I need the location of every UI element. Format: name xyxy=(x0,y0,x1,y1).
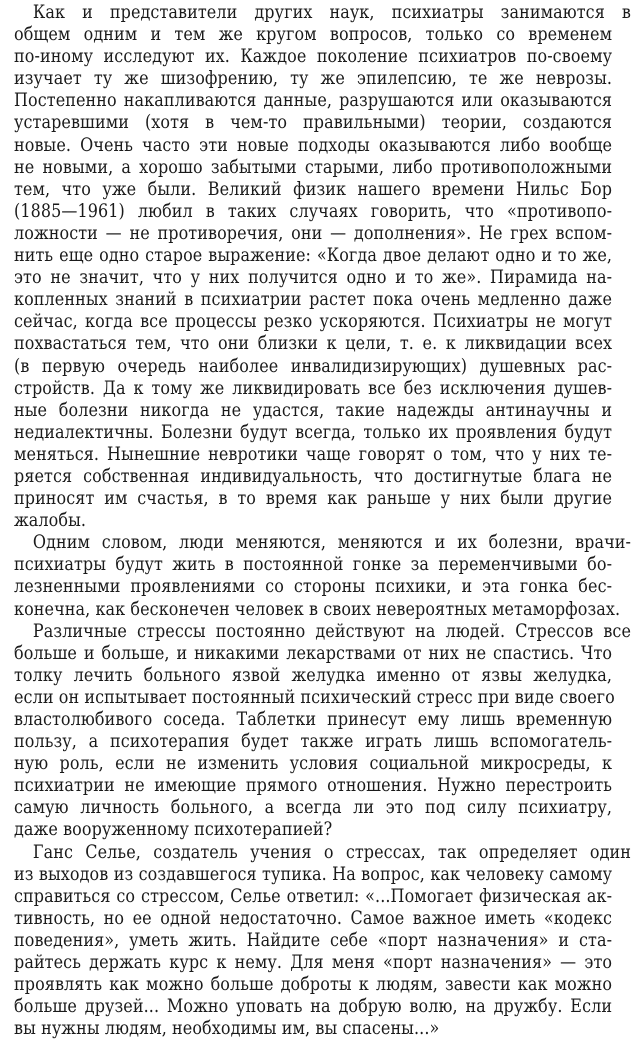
text-line: Различные стрессы постоянно действуют на людей. Стрессов все xyxy=(32,620,631,642)
text-line: психиатры будут жить в постоянной гонке за переменчивыми бо- xyxy=(14,554,613,576)
text-line: Ганс Селье, создатель учения о стрессах, так определяет один xyxy=(32,841,631,863)
text-line: психиатрии не имеющие прямого отношения. Нужно перестроить xyxy=(14,775,613,797)
text-line: изучает ту же шизофрению, ту же эпилепсию, те же неврозы. xyxy=(14,68,613,90)
text-line: сейчас, когда все процессы резко ускоряются. Психиатры не могут xyxy=(14,311,613,333)
text-line: (в первую очередь наиболее инвалидизирующих) душевных рас- xyxy=(14,355,613,377)
text-line: недиалектичны. Болезни будут всегда, только их проявления будут xyxy=(14,421,613,443)
text-line: больше и больше, и никакими лекарствами от них не спастись. Что xyxy=(14,642,613,664)
text-line: приносят им счастья, в то время как раньше у них были другие xyxy=(14,488,613,510)
text-line: тем, что уже были. Великий физик нашего времени Нильс Бор xyxy=(14,178,613,200)
text-line: похвастаться тем, что они близки к цели, т. е. к ликвидации всех xyxy=(14,333,613,355)
text-line: устаревшими (хотя в чем-то правильными) теории, создаются xyxy=(14,112,613,134)
text-line: меняться. Нынешние невротики чаще говорят о том, что у них те- xyxy=(14,443,613,465)
text-line: копленных знаний в психиатрии растет пока очень медленно даже xyxy=(14,289,613,311)
text-line: вы нужны людям, необходимы им, вы спасены...» xyxy=(14,1018,440,1040)
text-line: это не значит, что у них получится одно и то же». Пирамида на- xyxy=(14,267,613,289)
text-line: поведения», уметь жить. Найдите себе «порт назначения» и ста- xyxy=(14,929,613,951)
text-body xyxy=(14,2,631,1040)
paragraph xyxy=(14,620,631,842)
paragraph xyxy=(14,2,631,532)
text-line: если он испытывает постоянный психический стресс при виде своего xyxy=(14,686,615,708)
text-line: Одним словом, люди меняются, меняются и их болезни, врачи- xyxy=(32,532,631,554)
text-line: ряется собственная индивидуальность, что достигнутые блага не xyxy=(14,465,613,487)
text-line: райтесь держать курс к нему. Для меня «порт назначения» — это xyxy=(14,952,613,974)
text-line: ные болезни никогда не удастся, такие надежды антинаучны и xyxy=(14,399,613,421)
text-line: толку лечить больного язвой желудка именно от язвы желудка, xyxy=(14,664,613,686)
text-line: жалобы. xyxy=(14,510,87,532)
text-line: Как и представители других наук, психиатры занимаются в xyxy=(32,2,631,23)
text-line: пользу, а психотерапия будет также играть лишь вспомогатель- xyxy=(14,731,613,753)
text-line: нить еще одно старое выражение: «Когда двое делают одно и то же, xyxy=(14,245,613,267)
text-line: общем одним и тем же кругом вопросов, только со временем xyxy=(14,24,613,46)
text-line: конечна, как бесконечен человек в своих невероятных метаморфозах. xyxy=(14,598,621,620)
paragraph xyxy=(14,841,631,1040)
text-line: (1885—1961) любил в таких случаях говорить, что «противопо- xyxy=(14,200,613,222)
text-line: ложности — не противоречия, они — дополнения». Не грех вспом- xyxy=(14,222,613,244)
text-line: даже вооруженному психотерапией? xyxy=(14,819,333,841)
text-line: проявлять как можно больше доброты к людям, завести как можно xyxy=(14,974,613,996)
text-line: из выходов из создавшегося тупика. На вопрос, как человеку самому xyxy=(14,863,613,885)
text-line: больше друзей... Можно уповать на добрую волю, на дружбу. Если xyxy=(14,996,613,1018)
text-line: тивность, но ее одной недостаточно. Самое важное иметь «кодекс xyxy=(14,907,613,929)
text-line: ную роль, если не изменить условия социальной микросреды, к xyxy=(14,753,613,775)
text-line: стройств. Да к тому же ликвидировать все без исключения душев- xyxy=(14,377,613,399)
text-line: новые. Очень часто эти новые подходы оказываются либо вообще xyxy=(14,134,613,156)
text-line: Постепенно накапливаются данные, разрушаются или оказываются xyxy=(14,90,613,112)
text-line: самую личность больного, а всегда ли это под силу психиатру, xyxy=(14,797,613,819)
text-line: по-иному исследуют их. Каждое поколение психиатров по-своему xyxy=(14,46,613,68)
paragraph xyxy=(14,532,631,620)
book-page xyxy=(14,2,631,1040)
text-line: справиться со стрессом, Селье ответил: «...Помогает физическая ак- xyxy=(14,885,613,907)
text-line: лезненными проявлениями со стороны психики, и эта гонка бес- xyxy=(14,576,613,598)
text-line: властолюбивого соседа. Таблетки принесут ему лишь временную xyxy=(14,709,613,730)
text-line: не новыми, а хорошо забытыми старыми, либо противоположными xyxy=(14,156,613,178)
